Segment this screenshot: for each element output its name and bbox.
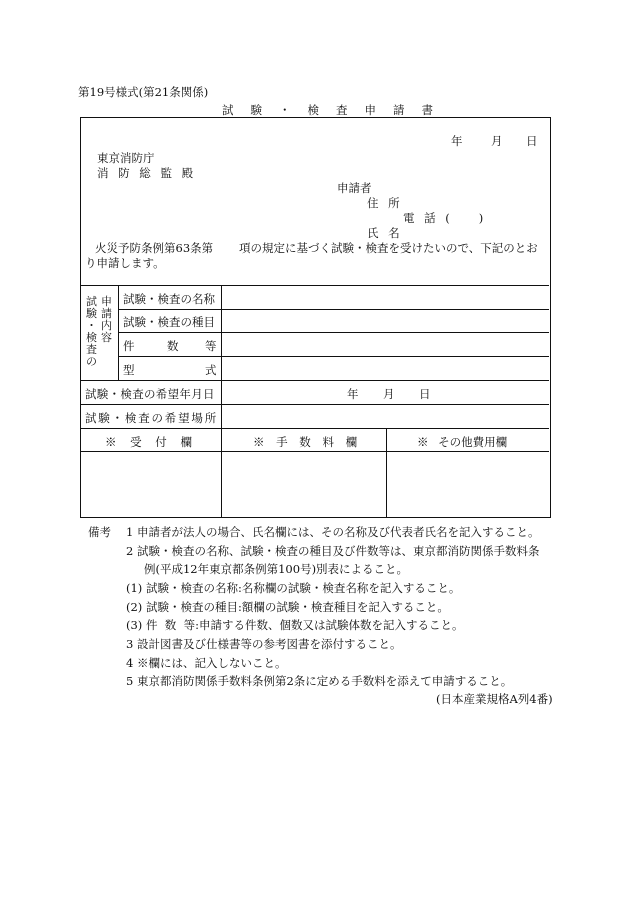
page-title — [222, 102, 450, 118]
table-divider — [81, 404, 549, 405]
date-day-label: 日 — [526, 134, 538, 148]
note-item: 4 ※欄には、記入しないこと。 — [126, 656, 287, 670]
statement-line1-b: 項の規定に基づく試験・検査を受けたいので、下記のとお — [239, 241, 538, 255]
notes-label: 備考 — [88, 525, 111, 539]
fee-column-header: ※ 手 数 料 欄 — [253, 435, 358, 449]
table-divider — [118, 356, 549, 357]
group-label-col1: 試 験 ・ 検 査 の — [86, 295, 97, 368]
table-divider — [118, 332, 549, 333]
note-item: (2) 試験・検査の種目:額欄の試験・検査種目を記入すること。 — [126, 600, 449, 614]
other-fee-column-header: ※ その他費用欄 — [417, 435, 508, 449]
table-divider — [81, 428, 549, 429]
statement-line1-a: 火災予防条例第63条第 — [95, 241, 214, 255]
applicant-phone-label: 電 話 ( ) — [403, 211, 484, 225]
note-item: (3) 件 数 等:申請する件数、個数又は試験体数を記入すること。 — [126, 618, 464, 632]
applicant-address-label: 住 所 — [367, 196, 400, 210]
date-year-label: 年 — [451, 134, 463, 148]
note-item: 2 試験・検査の名称、試験・検査の種目及び件数等は、東京都消防関係手数料条 — [126, 544, 540, 558]
table-divider — [81, 451, 549, 452]
addressee-org: 東京消防庁 — [97, 151, 155, 165]
group-label-col2: 申 請 内 容 — [101, 295, 112, 344]
row-label-name: 試験・検査の名称 — [123, 292, 215, 306]
table-divider — [118, 309, 549, 310]
title-char: 請 — [393, 103, 405, 117]
application-form-frame — [80, 117, 551, 518]
desired-date-month: 月 — [383, 387, 395, 401]
title-char: 試 — [222, 103, 234, 117]
row-label-count-b: 数 — [167, 339, 179, 353]
applicant-name-label: 氏 名 — [367, 226, 400, 240]
note-item: 5 東京都消防関係手数料条例第2条に定める手数料を添えて申請すること。 — [126, 674, 513, 688]
table-divider — [386, 428, 387, 518]
title-char: 検 — [307, 103, 319, 117]
title-char: 験 — [250, 103, 262, 117]
table-divider — [221, 428, 222, 518]
row-label-desired-date: 試験・検査の希望年月日 — [85, 387, 215, 401]
table-divider — [221, 285, 222, 428]
table-divider — [81, 380, 549, 381]
applicant-label: 申請者 — [337, 181, 372, 195]
title-char: 書 — [421, 103, 433, 117]
note-item: (1) 試験・検査の名称:名称欄の試験・検査名称を記入すること。 — [126, 581, 461, 595]
desired-date-year: 年 — [347, 387, 359, 401]
row-label-kind: 試験・検査の種目 — [123, 315, 215, 329]
reception-column-header: ※ 受 付 欄 — [105, 435, 192, 449]
row-label-count-c: 等 — [205, 339, 217, 353]
table-divider — [81, 285, 549, 286]
title-char: 査 — [336, 103, 348, 117]
row-label-count-a: 件 — [123, 339, 135, 353]
row-label-model-b: 式 — [205, 363, 217, 377]
row-label-model-a: 型 — [123, 363, 135, 377]
paper-size-note: (日本産業規格A列4番) — [436, 692, 553, 706]
addressee-title: 消 防 総 監 殿 — [97, 166, 194, 180]
statement-line2: り申請します。 — [85, 256, 165, 270]
note-item: 3 設計図書及び仕様書等の参考図書を添付すること。 — [126, 637, 402, 651]
title-char: 申 — [364, 103, 376, 117]
note-item: 例(平成12年東京都条例第100号)別表によること。 — [144, 562, 409, 576]
title-char: ・ — [279, 103, 291, 117]
desired-date-day: 日 — [419, 387, 431, 401]
form-number: 第19号様式(第21条関係) — [78, 85, 209, 99]
row-label-desired-place: 試験・検査の希望場所 — [85, 411, 218, 425]
table-divider — [118, 285, 119, 380]
note-item: 1 申請者が法人の場合、氏名欄には、その名称及び代表者氏名を記入すること。 — [126, 525, 540, 539]
date-month-label: 月 — [491, 134, 503, 148]
